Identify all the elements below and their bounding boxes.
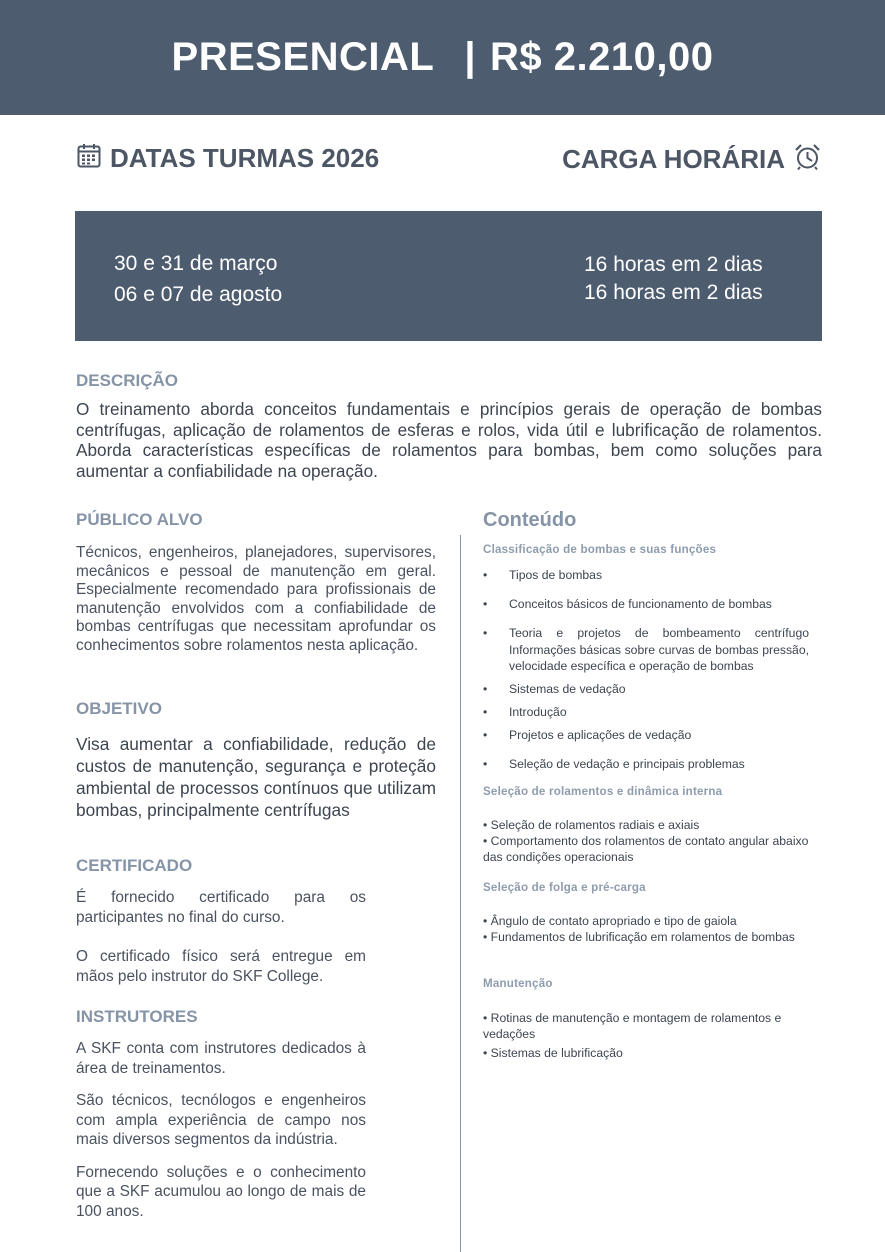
certificate-paragraph: É fornecido certificado para os participantes no final do curso. xyxy=(76,889,366,926)
dates-heading-label: DATAS TURMAS 2026 xyxy=(110,142,380,173)
audience-title: PÚBLICO ALVO xyxy=(76,510,203,529)
course-price: R$ 2.210,00 xyxy=(490,35,714,79)
schedule-headings xyxy=(76,142,822,182)
workload-heading xyxy=(562,142,822,176)
description-title: DESCRIÇÃO xyxy=(76,371,179,390)
content-section-title: Seleção de folga e pré-carga xyxy=(483,881,646,894)
dates-heading xyxy=(76,142,379,174)
class-date: 06 e 07 de agosto xyxy=(114,283,283,306)
class-schedule-box xyxy=(75,211,822,341)
bullet: • xyxy=(483,597,488,611)
description-text: O treinamento aborda conceitos fundamentais e princípios gerais de operação de bombas centrífugas, aplicação de rolamentos de esferas e rolos, vida útil e lubrificação de rolamentos. Aborda características específicas de rolamentos para bombas, bem como soluções para aumentar a confiabilidade na operação. xyxy=(76,399,822,481)
content-title: Conteúdo xyxy=(483,509,577,531)
list-item: • Ângulo de contato apropriado e tipo de gaiola xyxy=(483,914,737,928)
class-hours-value: 16 horas em 2 dias xyxy=(584,281,763,304)
bullet: • xyxy=(483,682,488,696)
content-list xyxy=(483,913,809,945)
content-list xyxy=(483,817,809,865)
list-item-text: Introdução xyxy=(509,705,567,719)
list-item-text: Tipos de bombas xyxy=(509,568,603,582)
certificate-text xyxy=(76,888,366,986)
audience-text: Técnicos, engenheiros, planejadores, supervisores, mecânicos e pessoal de manutenção em geral. Especialmente recomendado para profissionais de manutenção envolvidos com a confiabilidade de bombas centrífugas que necessitam aprofundar os conhecimentos sobre rolamentos nesta aplicação. xyxy=(76,544,436,654)
workload-heading-label: CARGA HORÁRIA xyxy=(562,143,785,174)
list-item: • Comportamento dos rolamentos de contato angular abaixo das condições operacionais xyxy=(483,834,809,864)
price-banner xyxy=(0,0,885,115)
content-list xyxy=(483,1010,809,1061)
list-item-text: Teoria e projetos de bombeamento centrífugo Informações básicas sobre curvas de bombas pressão, velocidade específica e operação de bombas xyxy=(509,626,809,673)
bullet: • xyxy=(483,757,488,771)
instructors-text xyxy=(76,1039,366,1221)
objective-text: Visa aumentar a confiabilidade, redução de custos de manutenção, segurança e proteção ambiental de processos contínuos que utilizam bombas, principalmente centrífugas xyxy=(76,734,436,820)
list-item-text: Seleção de vedação e principais problemas xyxy=(509,757,745,771)
column-divider xyxy=(460,535,461,1252)
bullet: • xyxy=(483,705,488,719)
content-section-title: Seleção de rolamentos e dinâmica interna xyxy=(483,785,723,798)
instructors-paragraph: A SKF conta com instrutores dedicados à área de treinamentos. xyxy=(76,1040,366,1077)
class-hours xyxy=(584,251,763,307)
instructors-paragraph: Fornecendo soluções e o conhecimento que a SKF acumulou ao longo de mais de 100 anos. xyxy=(76,1163,366,1220)
list-item: • Seleção de rolamentos radiais e axiais xyxy=(483,818,700,832)
list-item-text: Projetos e aplicações de vedação xyxy=(509,728,692,742)
certificate-paragraph: O certificado físico será entregue em mãos pelo instrutor do SKF College. xyxy=(76,948,366,985)
list-item: • Sistemas de lubrificação xyxy=(483,1046,623,1060)
list-item: • Fundamentos de lubrificação em rolamentos de bombas xyxy=(483,930,795,944)
course-mode: PRESENCIAL xyxy=(171,35,435,79)
list-item-text: Conceitos básicos de funcionamento de bombas xyxy=(509,597,772,611)
list-item: • Rotinas de manutenção e montagem de rolamentos e vedações xyxy=(483,1011,782,1041)
bullet: • xyxy=(483,568,488,582)
calendar-icon xyxy=(76,142,110,174)
bullet: • xyxy=(483,626,488,640)
class-dates xyxy=(114,248,282,310)
objective-title: OBJETIVO xyxy=(76,699,162,718)
class-hours-value: 16 horas em 2 dias xyxy=(584,253,763,276)
content-section-title: Manutenção xyxy=(483,977,553,990)
alarm-clock-icon xyxy=(785,142,822,176)
certificate-title: CERTIFICADO xyxy=(76,856,193,875)
banner-separator: | xyxy=(464,35,477,79)
instructors-title: INSTRUTORES xyxy=(76,1007,198,1026)
class-date: 30 e 31 de março xyxy=(114,252,278,275)
bullet: • xyxy=(483,728,488,742)
content-section-title: Classificação de bombas e suas funções xyxy=(483,543,717,556)
list-item-text: Sistemas de vedação xyxy=(509,682,626,696)
instructors-paragraph: São técnicos, tecnólogos e engenheiros com ampla experiência de campo nos mais diversos segmentos da indústria. xyxy=(76,1092,366,1148)
